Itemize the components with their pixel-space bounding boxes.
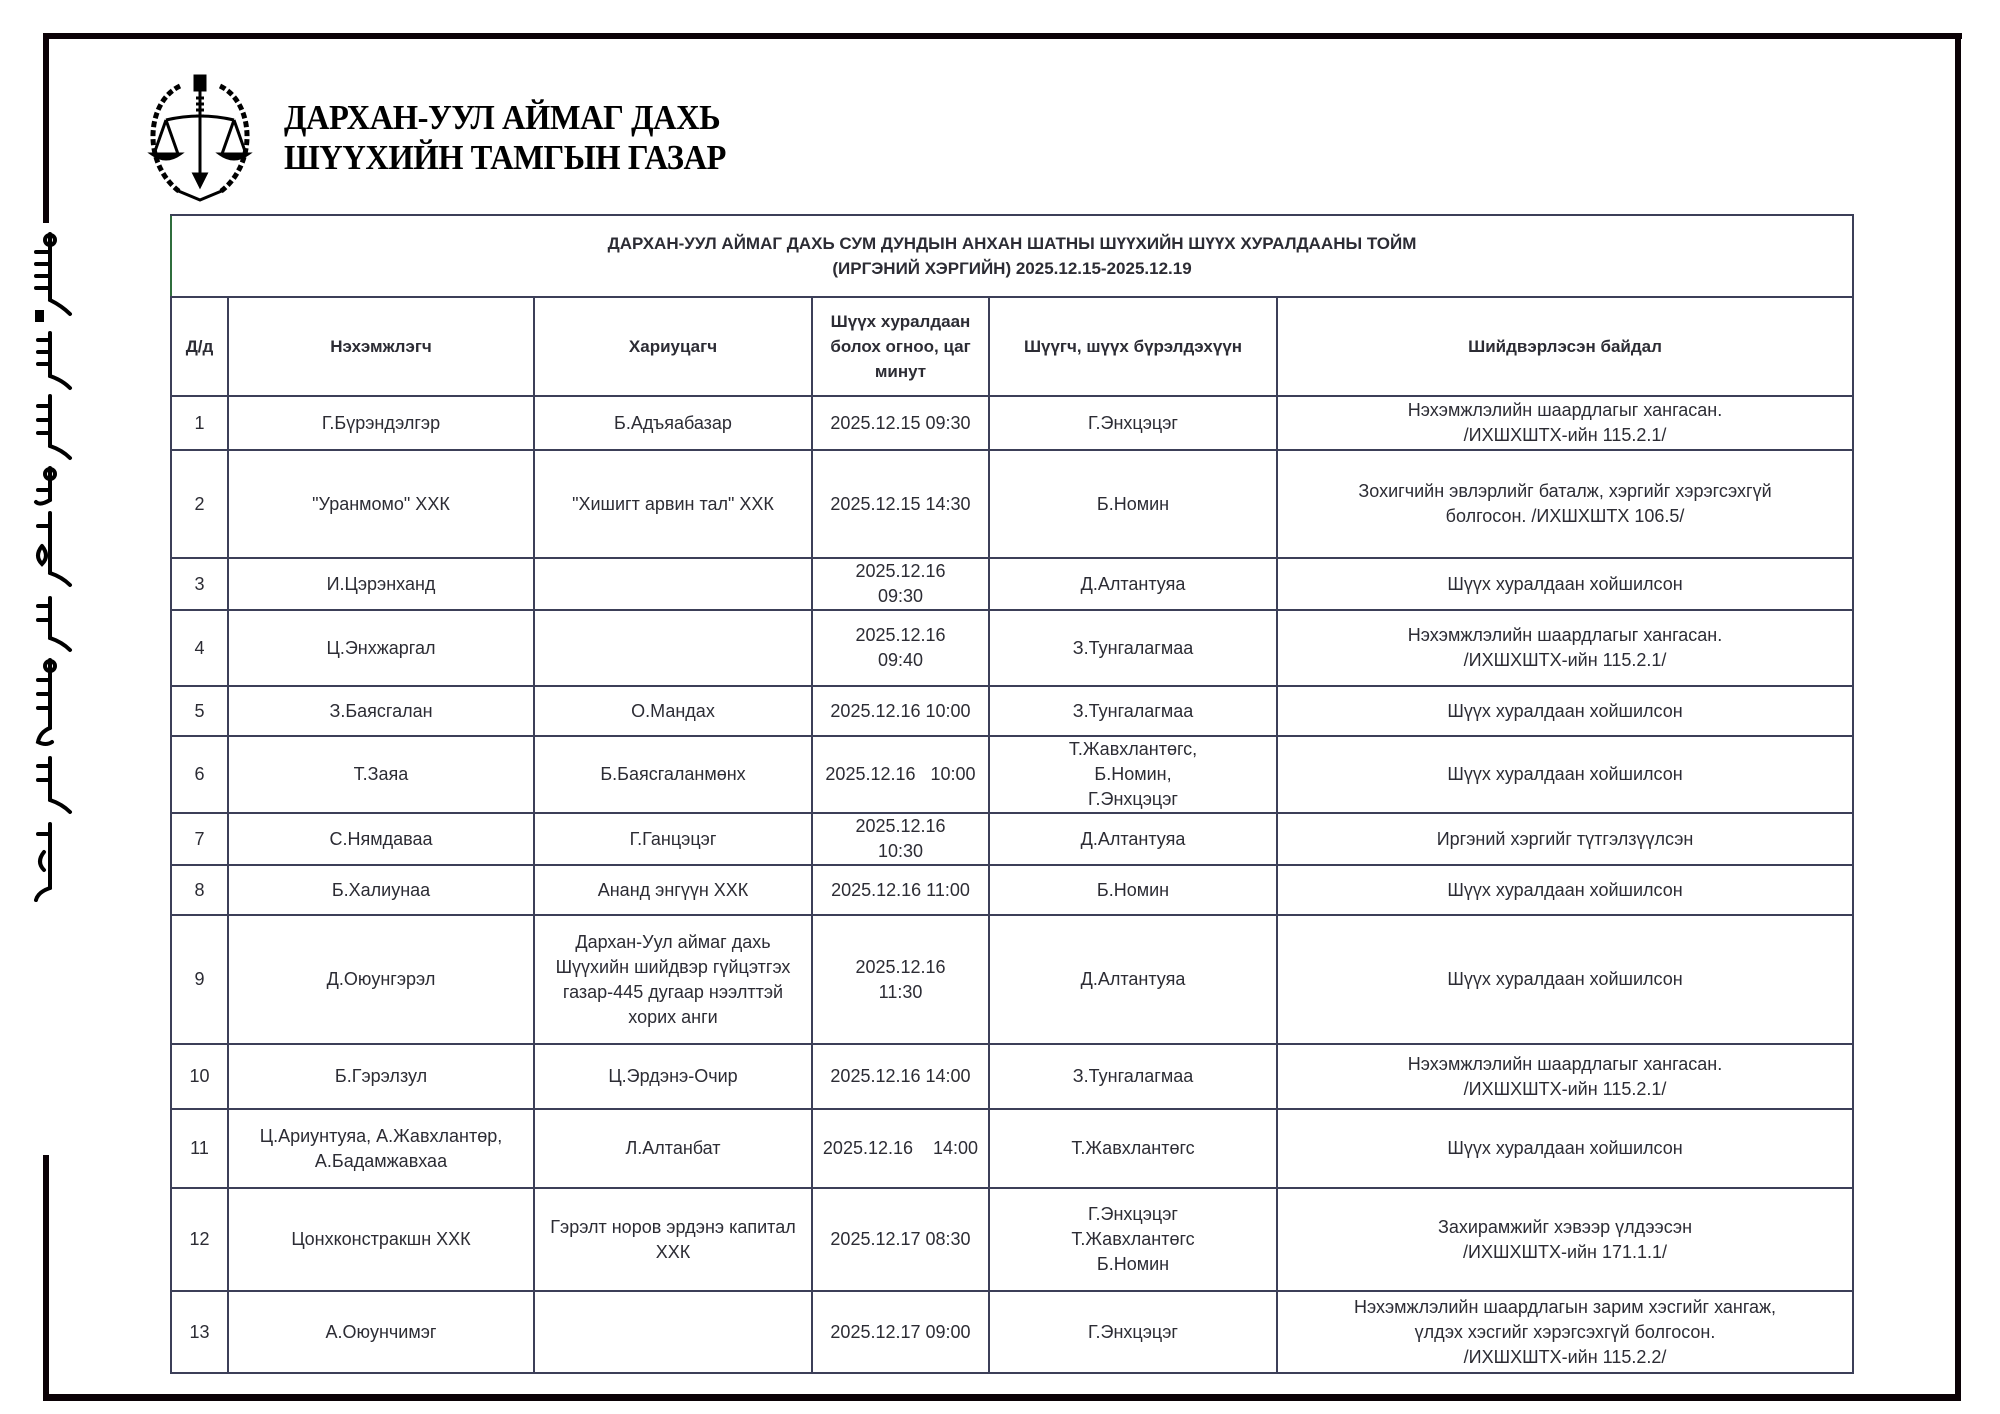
cell-datetime xyxy=(812,396,989,450)
cell-number: 11 xyxy=(171,1109,228,1188)
cell-plaintiff-line: Т.Заяа xyxy=(353,764,409,784)
table-title-row xyxy=(171,215,1853,297)
table-header-row xyxy=(171,297,1853,396)
cell-datetime-line: 2025.12.16 10:00 xyxy=(830,700,971,721)
cell-decision-line: Нэхэмжлэлийн шаардлагыг хангасан. xyxy=(1407,625,1723,645)
cell-judges xyxy=(989,450,1277,558)
cell-defendant xyxy=(534,736,812,813)
cell-decision xyxy=(1277,450,1853,558)
cell-datetime xyxy=(812,813,989,865)
cell-defendant xyxy=(534,610,812,686)
cell-judges xyxy=(989,1044,1277,1109)
cell-defendant xyxy=(534,396,812,450)
cell-defendant-line: Ц.Эрдэнэ-Очир xyxy=(608,1066,738,1086)
cell-judges-line: Г.Энхцэцэг xyxy=(1088,412,1178,433)
cell-number: 4 xyxy=(171,610,228,686)
frame-border-right xyxy=(1955,33,1961,1401)
cell-decision-line: Шүүх хуралдаан хойшилсон xyxy=(1447,879,1683,900)
cell-judges-line: З.Тунгалагмаа xyxy=(1072,700,1194,721)
cell-number: 2 xyxy=(171,450,228,558)
cell-plaintiff xyxy=(228,610,534,686)
cell-plaintiff xyxy=(228,450,534,558)
organization-title-line1: ДАРХАН-УУЛ АЙМАГ ДАХЬ xyxy=(284,98,721,137)
column-header-decision: Шийдвэрлэсэн байдал xyxy=(1277,297,1853,396)
cell-defendant-line: Ананд энгүүн ХХК xyxy=(597,879,749,900)
cell-judges xyxy=(989,1291,1277,1373)
cell-number: 13 xyxy=(171,1291,228,1373)
cell-decision-line: Шүүх хуралдаан хойшилсон xyxy=(1447,573,1683,594)
cell-judges-line: Б.Номин xyxy=(1096,879,1170,900)
cell-judges xyxy=(989,813,1277,865)
cell-plaintiff xyxy=(228,558,534,610)
cell-defendant-line: О.Мандах xyxy=(631,700,715,721)
cell-datetime-line: 2025.12.17 09:00 xyxy=(830,1321,971,1342)
cell-number: 3 xyxy=(171,558,228,610)
cell-defendant xyxy=(534,686,812,736)
table-row xyxy=(171,1188,1853,1291)
organization-title xyxy=(284,98,726,178)
table-row xyxy=(171,610,1853,686)
table-row xyxy=(171,1291,1853,1373)
cell-datetime-line: 09:40 xyxy=(877,650,924,670)
column-header-plaintiff: Нэхэмжлэгч xyxy=(228,297,534,396)
cell-datetime xyxy=(812,450,989,558)
cell-defendant xyxy=(534,1188,812,1291)
cell-datetime-line: 2025.12.16 xyxy=(855,956,946,977)
cell-defendant-line: Б.Баясгаланмөнх xyxy=(600,764,746,784)
cell-decision xyxy=(1277,736,1853,813)
table-row xyxy=(171,865,1853,915)
cell-defendant-line: Шүүхийн шийдвэр гүйцэтгэх xyxy=(555,956,791,977)
cell-judges-line: Д.Алтантуяа xyxy=(1080,828,1186,849)
cell-plaintiff-line: Б.Гэрэлзул xyxy=(334,1066,428,1086)
cell-decision-line: Нэхэмжлэлийн шаардлагын зарим хэсгийг хангаж, xyxy=(1353,1296,1777,1317)
cell-decision-line: /ИХШХШТХ-ийн 171.1.1/ xyxy=(1463,1241,1668,1262)
cell-plaintiff-line: Б.Халиунаа xyxy=(331,879,431,900)
cell-judges-line: Т.Жавхлантөгс xyxy=(1071,1229,1195,1249)
table-row xyxy=(171,1044,1853,1109)
frame-border-top xyxy=(43,33,1962,39)
cell-decision-line: Шүүх хуралдаан хойшилсон xyxy=(1447,700,1683,721)
cell-defendant xyxy=(534,558,812,610)
cell-decision-line: Захирамжийг хэвээр үлдээсэн xyxy=(1437,1216,1693,1237)
cell-plaintiff-line: И.Цэрэнханд xyxy=(326,573,436,594)
cell-datetime-line: 2025.12.16 xyxy=(855,625,946,645)
cell-plaintiff-line: Ц.Энхжаргал xyxy=(326,637,436,658)
cell-decision xyxy=(1277,1188,1853,1291)
cell-decision-line: /ИХШХШТХ-ийн 115.2.1/ xyxy=(1463,650,1667,670)
cell-judges xyxy=(989,686,1277,736)
cell-decision-line: Шүүх хуралдаан хойшилсон xyxy=(1447,764,1683,784)
cell-plaintiff-line: Ц.Ариунтуяа, А.Жавхлантөр, xyxy=(259,1125,503,1146)
cell-plaintiff xyxy=(228,813,534,865)
cell-number: 8 xyxy=(171,865,228,915)
cell-decision xyxy=(1277,610,1853,686)
cell-number: 1 xyxy=(171,396,228,450)
cell-decision-line: болгосон. /ИХШХШТХ 106.5/ xyxy=(1445,506,1685,526)
cell-decision xyxy=(1277,813,1853,865)
cell-plaintiff xyxy=(228,915,534,1044)
cell-defendant-line: хорих анги xyxy=(628,1006,718,1027)
frame-border-bottom xyxy=(43,1394,1961,1401)
column-header-datetime-line2: болох огноо, цаг xyxy=(830,337,971,356)
column-header-defendant: Хариуцагч xyxy=(534,297,812,396)
cell-datetime-line: 09:30 xyxy=(877,586,924,606)
cell-decision-line: Зохигчийн эвлэрлийг баталж, хэргийг хэрэгсэхгүй xyxy=(1358,481,1772,501)
cell-datetime xyxy=(812,736,989,813)
table-title-line2: (ИРГЭНИЙ ХЭРГИЙН) 2025.12.15-2025.12.19 xyxy=(832,259,1192,278)
cell-plaintiff-line: Цонхконстракшн ХХК xyxy=(291,1229,471,1249)
cell-number: 12 xyxy=(171,1188,228,1291)
column-header-datetime-line3: минут xyxy=(874,362,927,381)
cell-judges xyxy=(989,396,1277,450)
cell-judges xyxy=(989,865,1277,915)
cell-defendant-line: "Хишигт арвин тал" ХХК xyxy=(572,493,774,514)
cell-decision-line: Иргэний хэргийг түтгэлзүүлсэн xyxy=(1436,828,1694,849)
cell-judges-line: Т.Жавхлантөгс, xyxy=(1068,739,1198,759)
cell-plaintiff xyxy=(228,1044,534,1109)
cell-number: 10 xyxy=(171,1044,228,1109)
cell-judges xyxy=(989,1188,1277,1291)
cell-decision xyxy=(1277,396,1853,450)
table-title-line1: ДАРХАН-УУЛ АЙМАГ ДАХЬ СУМ ДУНДЫН АНХАН ШАТНЫ ШҮҮХИЙН ШҮҮХ ХУРАЛДААНЫ ТОЙМ xyxy=(607,234,1417,253)
cell-defendant xyxy=(534,865,812,915)
table-row xyxy=(171,1109,1853,1188)
cell-plaintiff xyxy=(228,1109,534,1188)
cell-datetime xyxy=(812,865,989,915)
cell-datetime xyxy=(812,686,989,736)
table-row xyxy=(171,450,1853,558)
column-header-judges: Шүүгч, шүүх бүрэлдэхүүн xyxy=(989,297,1277,396)
cell-decision xyxy=(1277,686,1853,736)
cell-datetime xyxy=(812,1291,989,1373)
cell-datetime xyxy=(812,1188,989,1291)
cell-defendant-line: газар-445 дугаар нээлттэй xyxy=(562,981,784,1002)
cell-number: 5 xyxy=(171,686,228,736)
cell-plaintiff xyxy=(228,396,534,450)
cell-plaintiff-line: А.Оюунчимэг xyxy=(325,1321,437,1342)
column-header-number: Д/д xyxy=(171,297,228,396)
cell-judges-line: Д.Алтантуяа xyxy=(1080,573,1186,594)
cell-decision-line: /ИХШХШТХ-ийн 115.2.1/ xyxy=(1463,1078,1667,1099)
table-row xyxy=(171,813,1853,865)
cell-defendant xyxy=(534,450,812,558)
frame-border-left-bottom xyxy=(43,1155,49,1401)
cell-decision xyxy=(1277,1109,1853,1188)
cell-judges-line: Г.Энхцэцэг xyxy=(1088,1321,1178,1342)
cell-decision-line: Шүүх хуралдаан хойшилсон xyxy=(1447,1138,1683,1158)
cell-judges xyxy=(989,1109,1277,1188)
cell-judges-line: Т.Жавхлантөгс xyxy=(1071,1138,1195,1158)
cell-decision-line: Шүүх хуралдаан хойшилсон xyxy=(1447,969,1683,989)
cell-plaintiff xyxy=(228,1188,534,1291)
cell-judges-line: Б.Номин xyxy=(1096,1254,1170,1274)
cell-datetime-line: 2025.12.15 09:30 xyxy=(830,412,971,433)
mongolian-script-vertical-text xyxy=(22,228,78,1148)
cell-decision xyxy=(1277,865,1853,915)
cell-defendant-line: Гэрэлт норов эрдэнэ капитал xyxy=(550,1216,796,1237)
cell-defendant xyxy=(534,813,812,865)
cell-datetime xyxy=(812,558,989,610)
table-row xyxy=(171,396,1853,450)
column-header-datetime-line1: Шүүх хуралдаан xyxy=(830,312,971,331)
column-header-datetime xyxy=(812,297,989,396)
cell-defendant xyxy=(534,915,812,1044)
cell-datetime xyxy=(812,1044,989,1109)
cell-judges-line: Г.Энхцэцэг xyxy=(1088,1204,1178,1224)
hearings-table xyxy=(170,214,1854,1374)
frame-border-left-top xyxy=(43,33,49,223)
cell-judges xyxy=(989,610,1277,686)
cell-decision-line: үлдэх хэсгийг хэрэгсэхгүй болгосон. xyxy=(1414,1321,1716,1342)
cell-defendant xyxy=(534,1044,812,1109)
cell-judges-line: Д.Алтантуяа xyxy=(1080,969,1186,989)
cell-datetime-line: 2025.12.16 xyxy=(855,816,946,836)
table-row xyxy=(171,915,1853,1044)
cell-datetime-line: 2025.12.16 14:00 xyxy=(830,1066,971,1086)
cell-decision-line: /ИХШХШТХ-ийн 115.2.1/ xyxy=(1463,425,1667,445)
cell-plaintiff xyxy=(228,865,534,915)
cell-plaintiff-line: Д.Оюунгэрэл xyxy=(326,969,436,989)
cell-judges-line: Б.Номин xyxy=(1096,493,1170,514)
cell-defendant-line: ХХК xyxy=(655,1241,691,1262)
cell-decision xyxy=(1277,1291,1853,1373)
table-row xyxy=(171,686,1853,736)
cell-datetime-line: 2025.12.16 14:00 xyxy=(822,1138,979,1158)
cell-datetime-line: 2025.12.16 xyxy=(855,561,946,581)
cell-decision xyxy=(1277,558,1853,610)
cell-plaintiff xyxy=(228,1291,534,1373)
cell-defendant xyxy=(534,1291,812,1373)
cell-datetime xyxy=(812,1109,989,1188)
cell-datetime-line: 2025.12.17 08:30 xyxy=(830,1229,971,1249)
table-title xyxy=(171,215,1853,297)
cell-decision-line: Нэхэмжлэлийн шаардлагыг хангасан. xyxy=(1407,400,1723,420)
cell-datetime-line: 11:30 xyxy=(878,981,923,1002)
cell-defendant-line: Б.Адъяабазар xyxy=(614,412,732,433)
cell-defendant xyxy=(534,1109,812,1188)
cell-defendant-line: Л.Алтанбат xyxy=(625,1138,721,1158)
cell-plaintiff-line: А.Бадамжавхаа xyxy=(314,1150,448,1171)
cell-decision xyxy=(1277,915,1853,1044)
table-row xyxy=(171,736,1853,813)
cell-datetime-line: 10:30 xyxy=(877,841,924,861)
court-emblem-scales-icon xyxy=(140,68,260,202)
cell-datetime-line: 2025.12.16 10:00 xyxy=(825,764,976,784)
cell-defendant-line: Г.Ганцэцэг xyxy=(629,828,717,849)
cell-number: 9 xyxy=(171,915,228,1044)
cell-plaintiff xyxy=(228,686,534,736)
cell-judges xyxy=(989,558,1277,610)
cell-defendant-line: Дархан-Уул аймаг дахь xyxy=(575,931,771,952)
cell-plaintiff xyxy=(228,736,534,813)
cell-decision-line: Нэхэмжлэлийн шаардлагыг хангасан. xyxy=(1407,1053,1723,1074)
cell-plaintiff-line: "Уранмомо" ХХК xyxy=(312,493,450,514)
cell-decision xyxy=(1277,1044,1853,1109)
cell-datetime xyxy=(812,610,989,686)
cell-number: 6 xyxy=(171,736,228,813)
cell-decision-line: /ИХШХШТХ-ийн 115.2.2/ xyxy=(1463,1346,1667,1367)
cell-judges xyxy=(989,915,1277,1044)
cell-judges-line: З.Тунгалагмаа xyxy=(1072,1066,1194,1086)
cell-judges-line: Г.Энхцэцэг xyxy=(1088,789,1178,809)
cell-judges-line: Б.Номин, xyxy=(1094,764,1172,784)
cell-datetime-line: 2025.12.15 14:30 xyxy=(830,493,971,514)
cell-judges xyxy=(989,736,1277,813)
cell-plaintiff-line: Г.Бүрэндэлгэр xyxy=(321,412,441,433)
cell-plaintiff-line: З.Баясгалан xyxy=(329,700,433,721)
cell-judges-line: З.Тунгалагмаа xyxy=(1072,637,1194,658)
cell-datetime-line: 2025.12.16 11:00 xyxy=(831,879,970,900)
table-row xyxy=(171,558,1853,610)
organization-title-line2: ШҮҮХИЙН ТАМГЫН ГАЗАР xyxy=(284,138,726,177)
cell-number: 7 xyxy=(171,813,228,865)
cell-plaintiff-line: С.Нямдаваа xyxy=(329,828,433,849)
cell-datetime xyxy=(812,915,989,1044)
